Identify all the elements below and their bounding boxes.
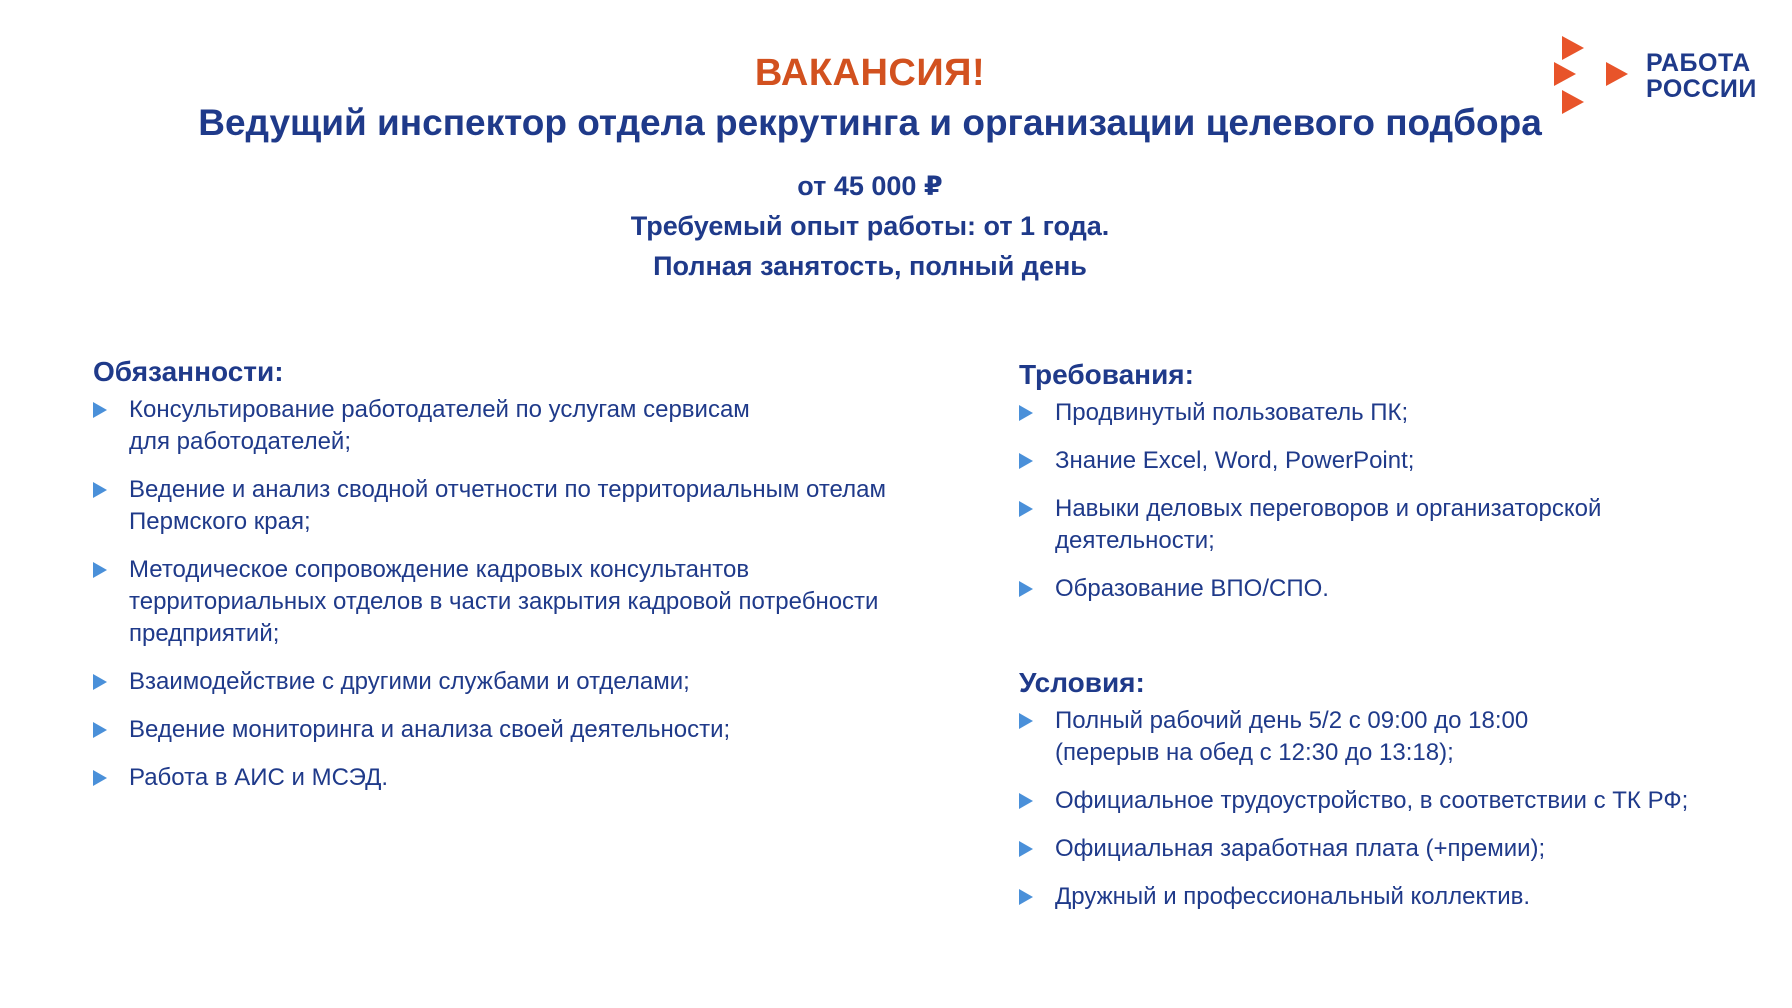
list-item-line: Дружный и профессиональный коллектив. — [1055, 883, 1531, 910]
list-item — [1019, 833, 1759, 865]
list-item — [93, 762, 953, 794]
list-item-line: Знание Excel, Word, PowerPoint; — [1055, 447, 1415, 474]
list-item-line: деятельности; — [1055, 527, 1215, 554]
vacancy-kicker: ВАКАНСИЯ! — [754, 52, 986, 94]
logo-line-1: РАБОТА — [1646, 49, 1751, 77]
conditions-heading: Условия: — [1019, 667, 1145, 698]
list-item-line: для работодателей; — [129, 428, 351, 455]
triangle-bullet-icon — [1019, 501, 1033, 517]
triangle-bullet-icon — [1019, 841, 1033, 857]
list-item-line: Консультирование работодателей по услугам сервисам — [129, 396, 750, 423]
triangle-bullet-icon — [93, 770, 107, 786]
list-item-line: Навыки деловых переговоров и организаторской — [1055, 495, 1602, 522]
triangle-bullet-icon — [1019, 889, 1033, 905]
list-item — [93, 554, 953, 650]
requirements-list — [1019, 397, 1739, 605]
list-item — [1019, 705, 1759, 769]
job-title: Ведущий инспектор отдела рекрутинга и организации целевого подбора — [198, 102, 1542, 143]
list-item — [1019, 397, 1739, 429]
list-item — [1019, 881, 1759, 913]
triangle-bullet-icon — [93, 482, 107, 498]
logo-text — [1646, 50, 1757, 102]
list-item-line: Ведение и анализ сводной отчетности по территориальным отелам — [129, 476, 886, 503]
list-item — [93, 394, 953, 458]
conditions-list — [1019, 705, 1759, 913]
list-item — [93, 474, 953, 538]
list-item — [1019, 493, 1739, 557]
list-item-line: Продвинутый пользователь ПК; — [1055, 399, 1409, 426]
triangle-bullet-icon — [1019, 405, 1033, 421]
list-item-line: Официальная заработная плата (+премии); — [1055, 835, 1546, 862]
list-item-line: (перерыв на обед с 12:30 до 13:18); — [1055, 739, 1454, 766]
list-item-line: Полный рабочий день 5/2 с 09:00 до 18:00 — [1055, 707, 1529, 734]
triangle-bullet-icon — [1019, 713, 1033, 729]
list-item-line: Ведение мониторинга и анализа своей деятельности; — [129, 716, 731, 743]
duties-heading: Обязанности: — [93, 356, 284, 387]
rabota-rossii-logo — [1550, 34, 1780, 120]
list-item — [93, 666, 953, 698]
triangle-bullet-icon — [1019, 793, 1033, 809]
requirements-heading: Требования: — [1019, 359, 1194, 390]
requirements-section — [1019, 357, 1739, 621]
list-item-line: Образование ВПО/СПО. — [1055, 575, 1329, 602]
duties-section — [93, 354, 953, 810]
triangle-bullet-icon — [93, 562, 107, 578]
employment-type: Полная занятость, полный день — [653, 251, 1087, 281]
list-item — [1019, 445, 1739, 477]
list-item-line: Методическое сопровождение кадровых консультантов — [129, 556, 750, 583]
job-meta — [0, 166, 1740, 286]
list-item-line: предприятий; — [129, 620, 280, 647]
triangle-bullet-icon — [1019, 453, 1033, 469]
header — [0, 50, 1740, 146]
duties-list — [93, 394, 953, 794]
conditions-section — [1019, 665, 1759, 929]
experience: Требуемый опыт работы: от 1 года. — [630, 211, 1110, 241]
list-item-line: Пермского края; — [129, 508, 311, 535]
list-item — [1019, 785, 1759, 817]
triangle-bullet-icon — [93, 722, 107, 738]
triangle-bullet-icon — [93, 402, 107, 418]
arrows-star-icon — [1550, 34, 1640, 120]
list-item — [93, 714, 953, 746]
salary: от 45 000 ₽ — [797, 171, 943, 201]
triangle-bullet-icon — [93, 674, 107, 690]
triangle-bullet-icon — [1019, 581, 1033, 597]
logo-line-2: РОССИИ — [1646, 75, 1757, 103]
list-item-line: Взаимодействие с другими службами и отделами; — [129, 668, 690, 695]
list-item-line: Работа в АИС и МСЭД. — [129, 764, 389, 791]
list-item-line: территориальных отделов в части закрытия кадровой потребности — [129, 588, 879, 615]
list-item — [1019, 573, 1739, 605]
list-item-line: Официальное трудоустройство, в соответствии с ТК РФ; — [1055, 787, 1689, 814]
